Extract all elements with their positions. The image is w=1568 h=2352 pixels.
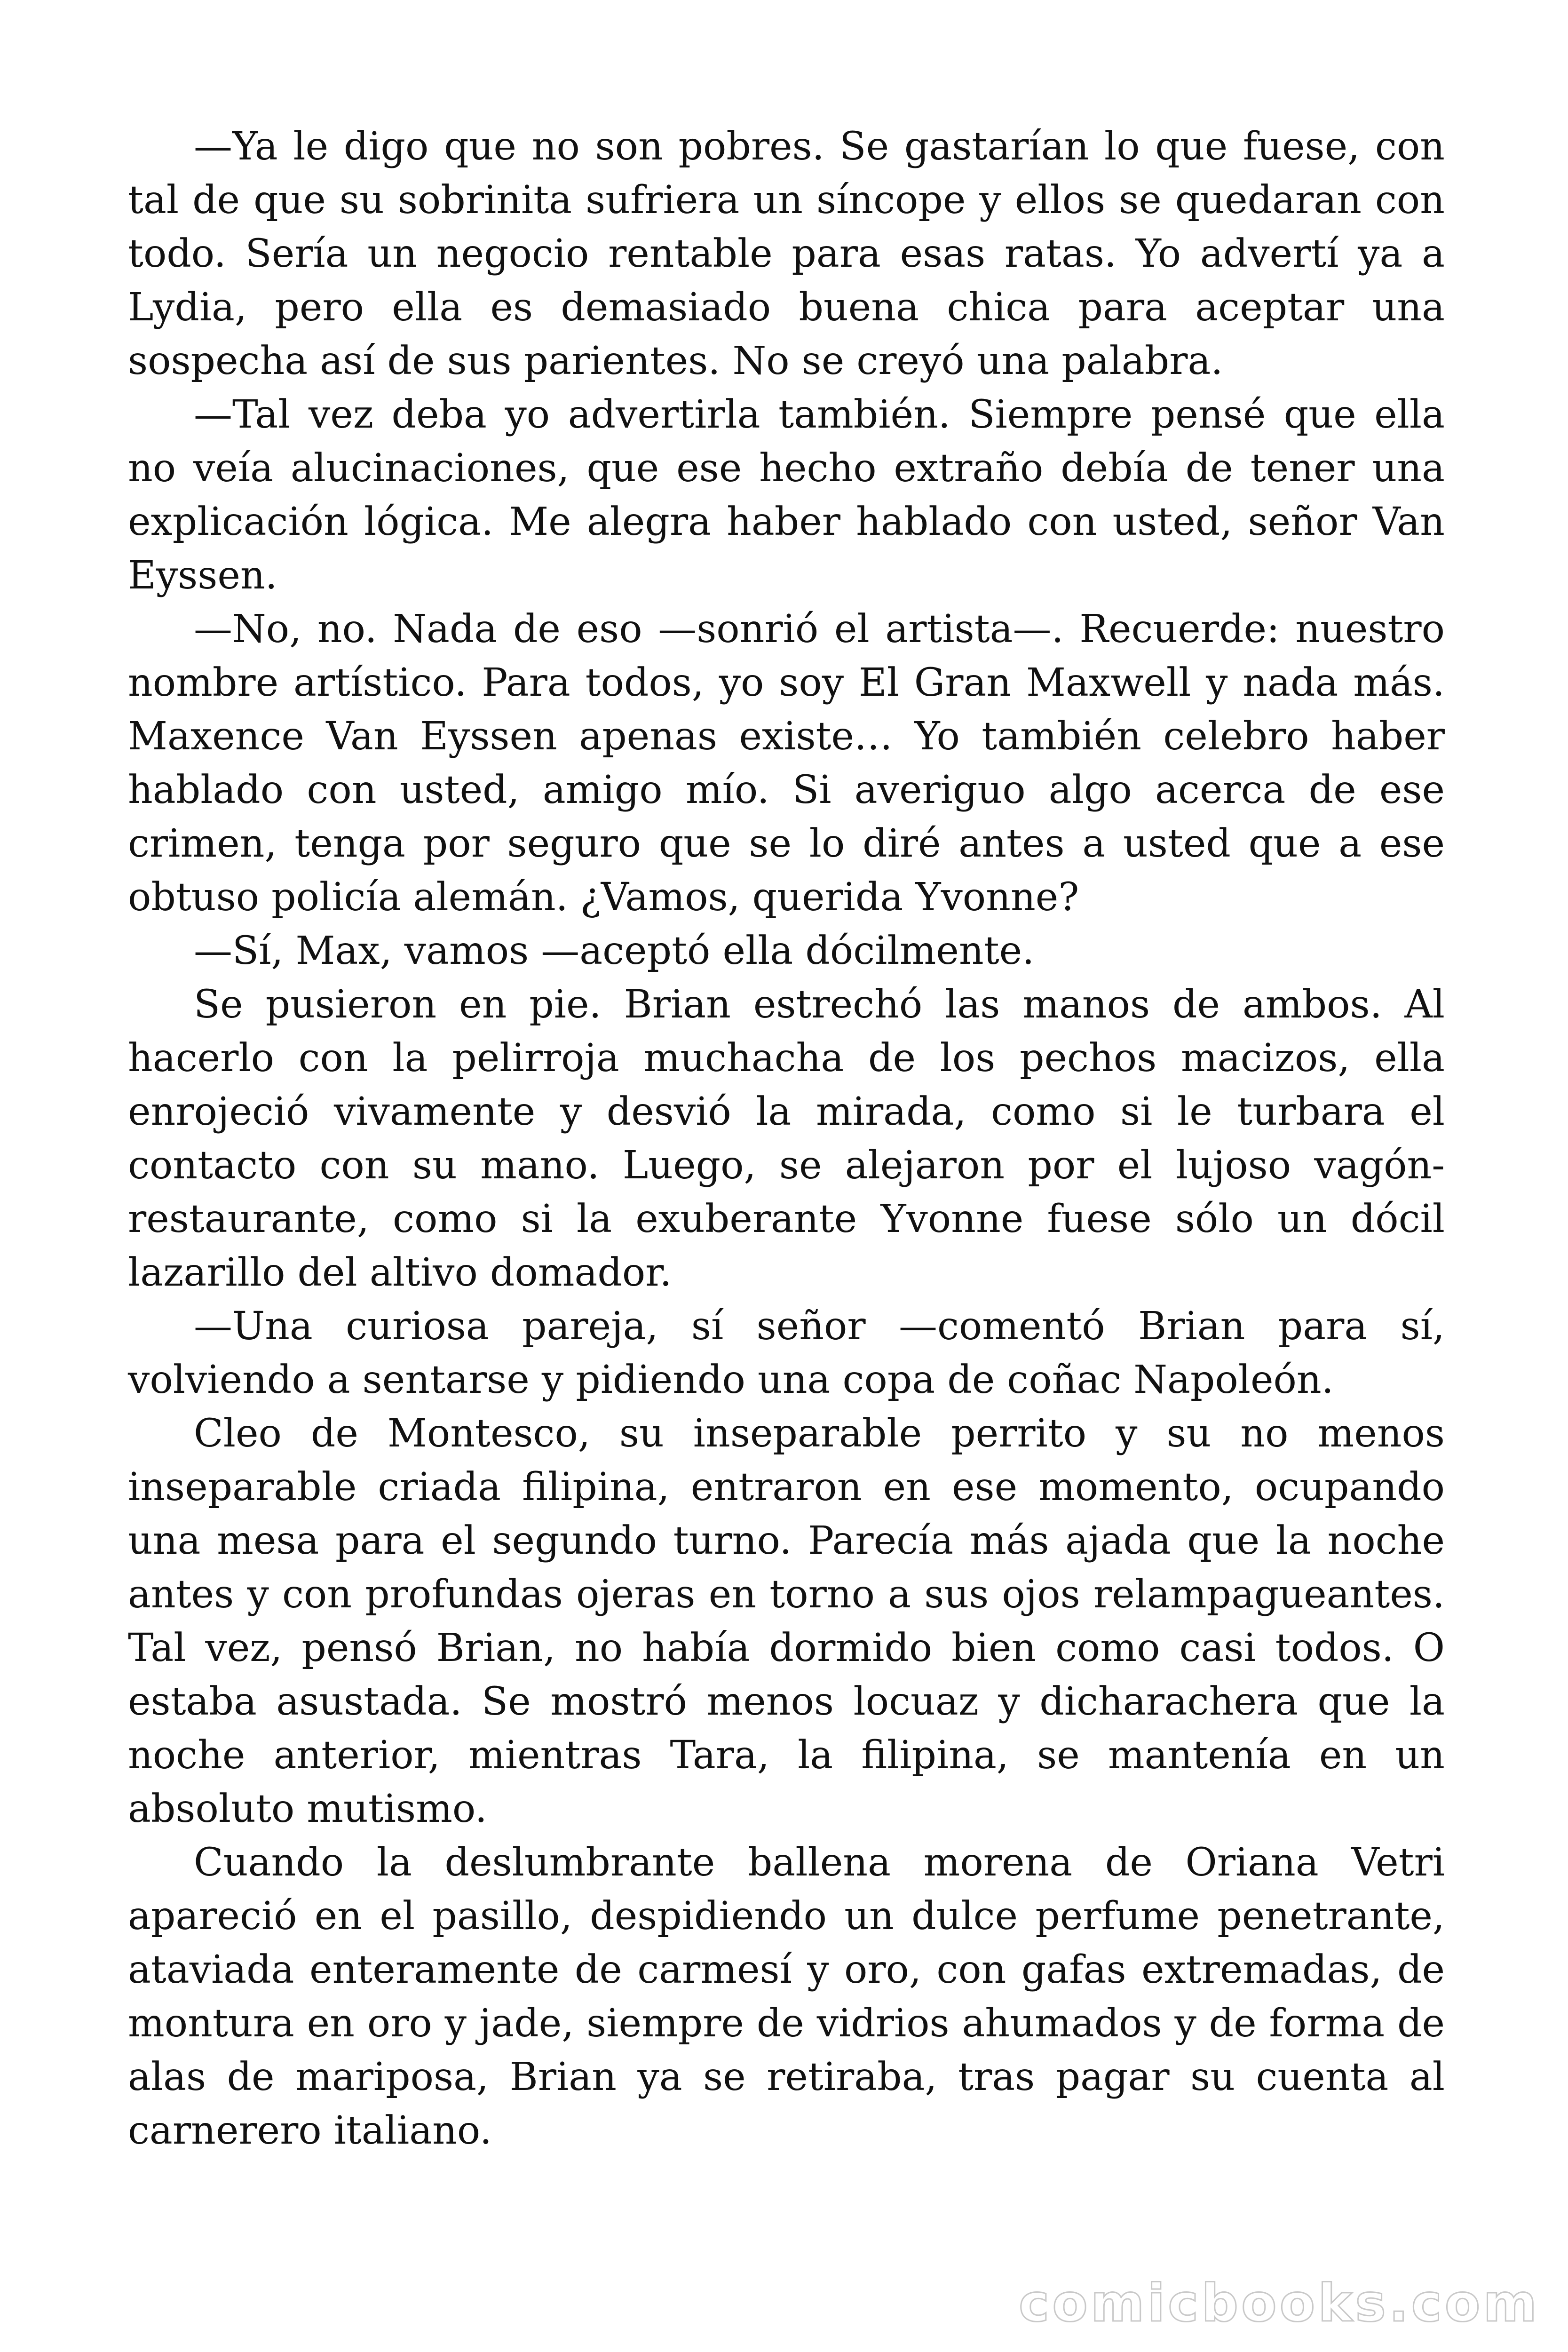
page-body: [128, 120, 1445, 2158]
paragraph: —Ya le digo que no son pobres. Se gastarían lo que fuese, con tal de que su sobrinita sufriera un síncope y ellos se quedaran con todo. Sería un negocio rentable para esas ratas. Yo advertí ya a Lydia, pero ella es demasiado buena chica para aceptar una sospecha así de sus parientes. No se creyó una palabra.: [128, 124, 1445, 383]
watermark: comicbooks.com: [1019, 2273, 1540, 2333]
paragraph: —Sí, Max, vamos —aceptó ella dócilmente.: [194, 929, 1035, 973]
paragraph: —Tal vez deba yo advertirla también. Siempre pensé que ella no veía alucinaciones, que ese hecho extraño debía de tener una explicación lógica. Me alegra haber hablado con usted, señor Van Eyssen.: [128, 392, 1445, 598]
paragraph: Cuando la deslumbrante ballena morena de Oriana Vetri apareció en el pasillo, despidiendo un dulce perfume penetrante, ataviada enteramente de carmesí y oro, con gafas extremadas, de montura en oro y jade, siempre de vidrios ahumados y de forma de alas de mariposa, Brian ya se retiraba, tras pagar su cuenta al carnerero italiano.: [128, 1840, 1445, 2153]
paragraph: Cleo de Montesco, su inseparable perrito y su no menos inseparable criada filipina, entraron en ese momento, ocupando una mesa para el segundo turno. Parecía más ajada que la noche antes y con profundas ojeras en torno a sus ojos relampagueantes. Tal vez, pensó Brian, no había dormido bien como casi todos. O estaba asustada. Se mostró menos locuaz y dicharachera que la noche anterior, mientras Tara, la filipina, se mantenía en un absoluto mutismo.: [128, 1411, 1445, 1831]
paragraph: —No, no. Nada de eso —sonrió el artista—. Recuerde: nuestro nombre artístico. Para todos, yo soy El Gran Maxwell y nada más. Maxence Van Eyssen apenas existe… Yo también celebro haber hablado con usted, amigo mío. Si averiguo algo acerca de ese crimen, tenga por seguro que se lo diré antes a usted que a ese obtuso policía alemán. ¿Vamos, querida Yvonne?: [128, 607, 1445, 920]
paragraph: —Una curiosa pareja, sí señor —comentó Brian para sí, volviendo a sentarse y pidiendo una copa de coñac Napoleón.: [128, 1304, 1445, 1402]
paragraph: Se pusieron en pie. Brian estrechó las manos de ambos. Al hacerlo con la pelirroja muchacha de los pechos macizos, ella enrojeció vivamente y desvió la mirada, como si le turbara el contacto con su mano. Luego, se alejaron por el lujoso vagón-restaurante, como si la exuberante Yvonne fuese sólo un dócil lazarillo del altivo domador.: [128, 982, 1445, 1295]
